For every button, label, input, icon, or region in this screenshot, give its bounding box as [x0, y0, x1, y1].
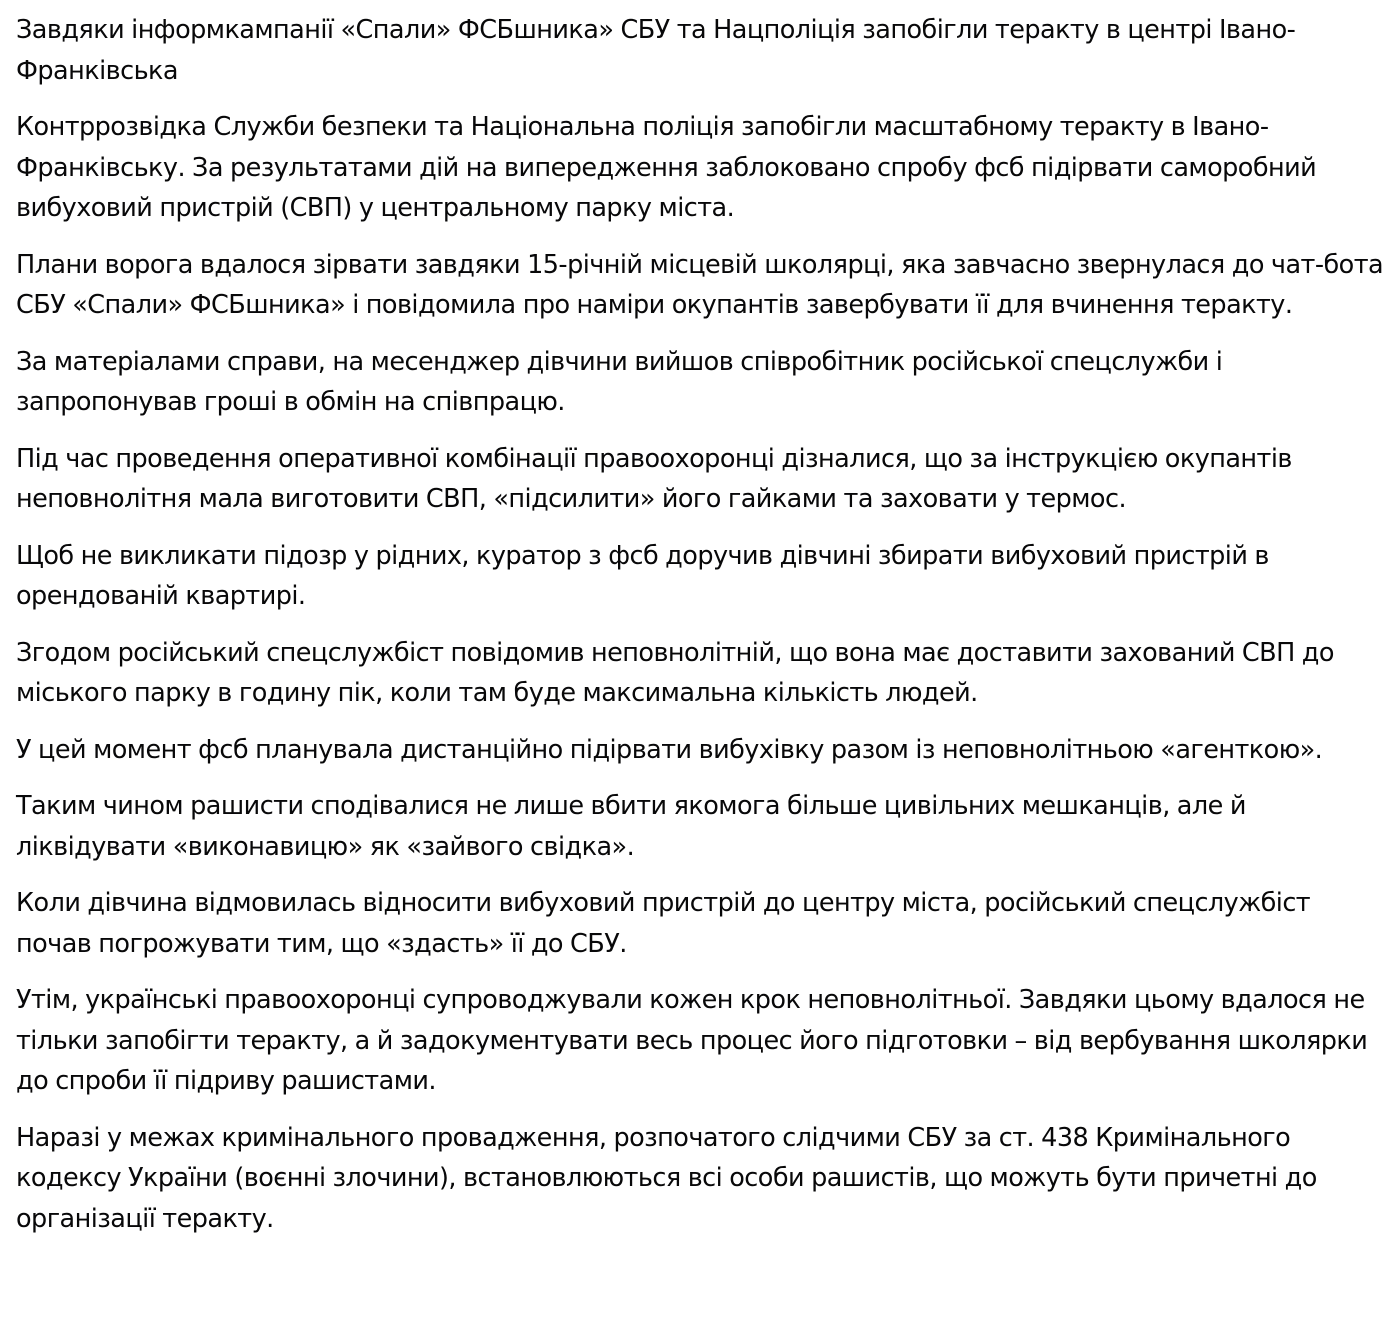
post-paragraph: Під час проведення оперативної комбінації правоохоронці дізналися, що за інструкцією окупантів неповнолітня мала виготовити СВП, «підсилити» його гайками та заховати у термос. — [16, 443, 1292, 514]
post-paragraph: Утім, українські правоохоронці супроводжували кожен крок неповнолітньої. Завдяки цьому вдалося не тільки запобігти теракту, а й задокументувати весь процес його підготовки – від вербування школярки до спроби її підриву рашистами. — [16, 985, 1368, 1096]
post-headline: Завдяки інформкампанії «Спали» ФСБшника» СБУ та Нацполіція запобігли теракту в центрі Івано-Франківська — [16, 15, 1296, 86]
post-paragraph: Наразі у межах кримінального провадження, розпочатого слідчими СБУ за ст. 438 Кримінального кодексу України (воєнні злочини), встановлюються всі особи рашистів, що можуть бути причетні до організації теракту. — [16, 1122, 1317, 1234]
post-paragraph: У цей момент фсб планувала дистанційно підірвати вибухівку разом із неповнолітньою «агенткою». — [16, 734, 1323, 765]
post-paragraph: Коли дівчина відмовилась відносити вибуховий пристрій до центру міста, російський спецслужбіст почав погрожувати тим, що «здасть» її до СБУ. — [16, 888, 1311, 959]
post-paragraph: Щоб не викликати підозр у рідних, куратор з фсб доручив дівчині збирати вибуховий пристрій в орендованій квартирі. — [16, 540, 1269, 611]
post-paragraph: Контррозвідка Служби безпеки та Національна поліція запобігли масштабному теракту в Івано-Франківську. За результатами дій на випередження заблоковано спробу фсб підірвати саморобний вибуховий пристрій (СВП) у центральному парку міста. — [16, 112, 1317, 223]
post-paragraph: Згодом російський спецслужбіст повідомив неповнолітній, що вона має доставити захований СВП до міського парку в годину пік, коли там буде максимальна кількість людей. — [16, 637, 1334, 708]
post-paragraph: Таким чином рашисти сподівалися не лише вбити якомога більше цивільних мешканців, але й ліквідувати «виконавицю» як «зайвого свідка». — [16, 791, 1246, 862]
post-paragraph: Плани ворога вдалося зірвати завдяки 15-річній місцевій школярці, яка завчасно звернулася до чат-бота СБУ «Спали» ФСБшника» і повідомила про наміри окупантів завербувати її для вчинення теракту. — [16, 249, 1384, 320]
post-paragraph: За матеріалами справи, на месенджер дівчини вийшов співробітник російської спецслужби і запропонував гроші в обмін на співпрацю. — [16, 346, 1223, 417]
